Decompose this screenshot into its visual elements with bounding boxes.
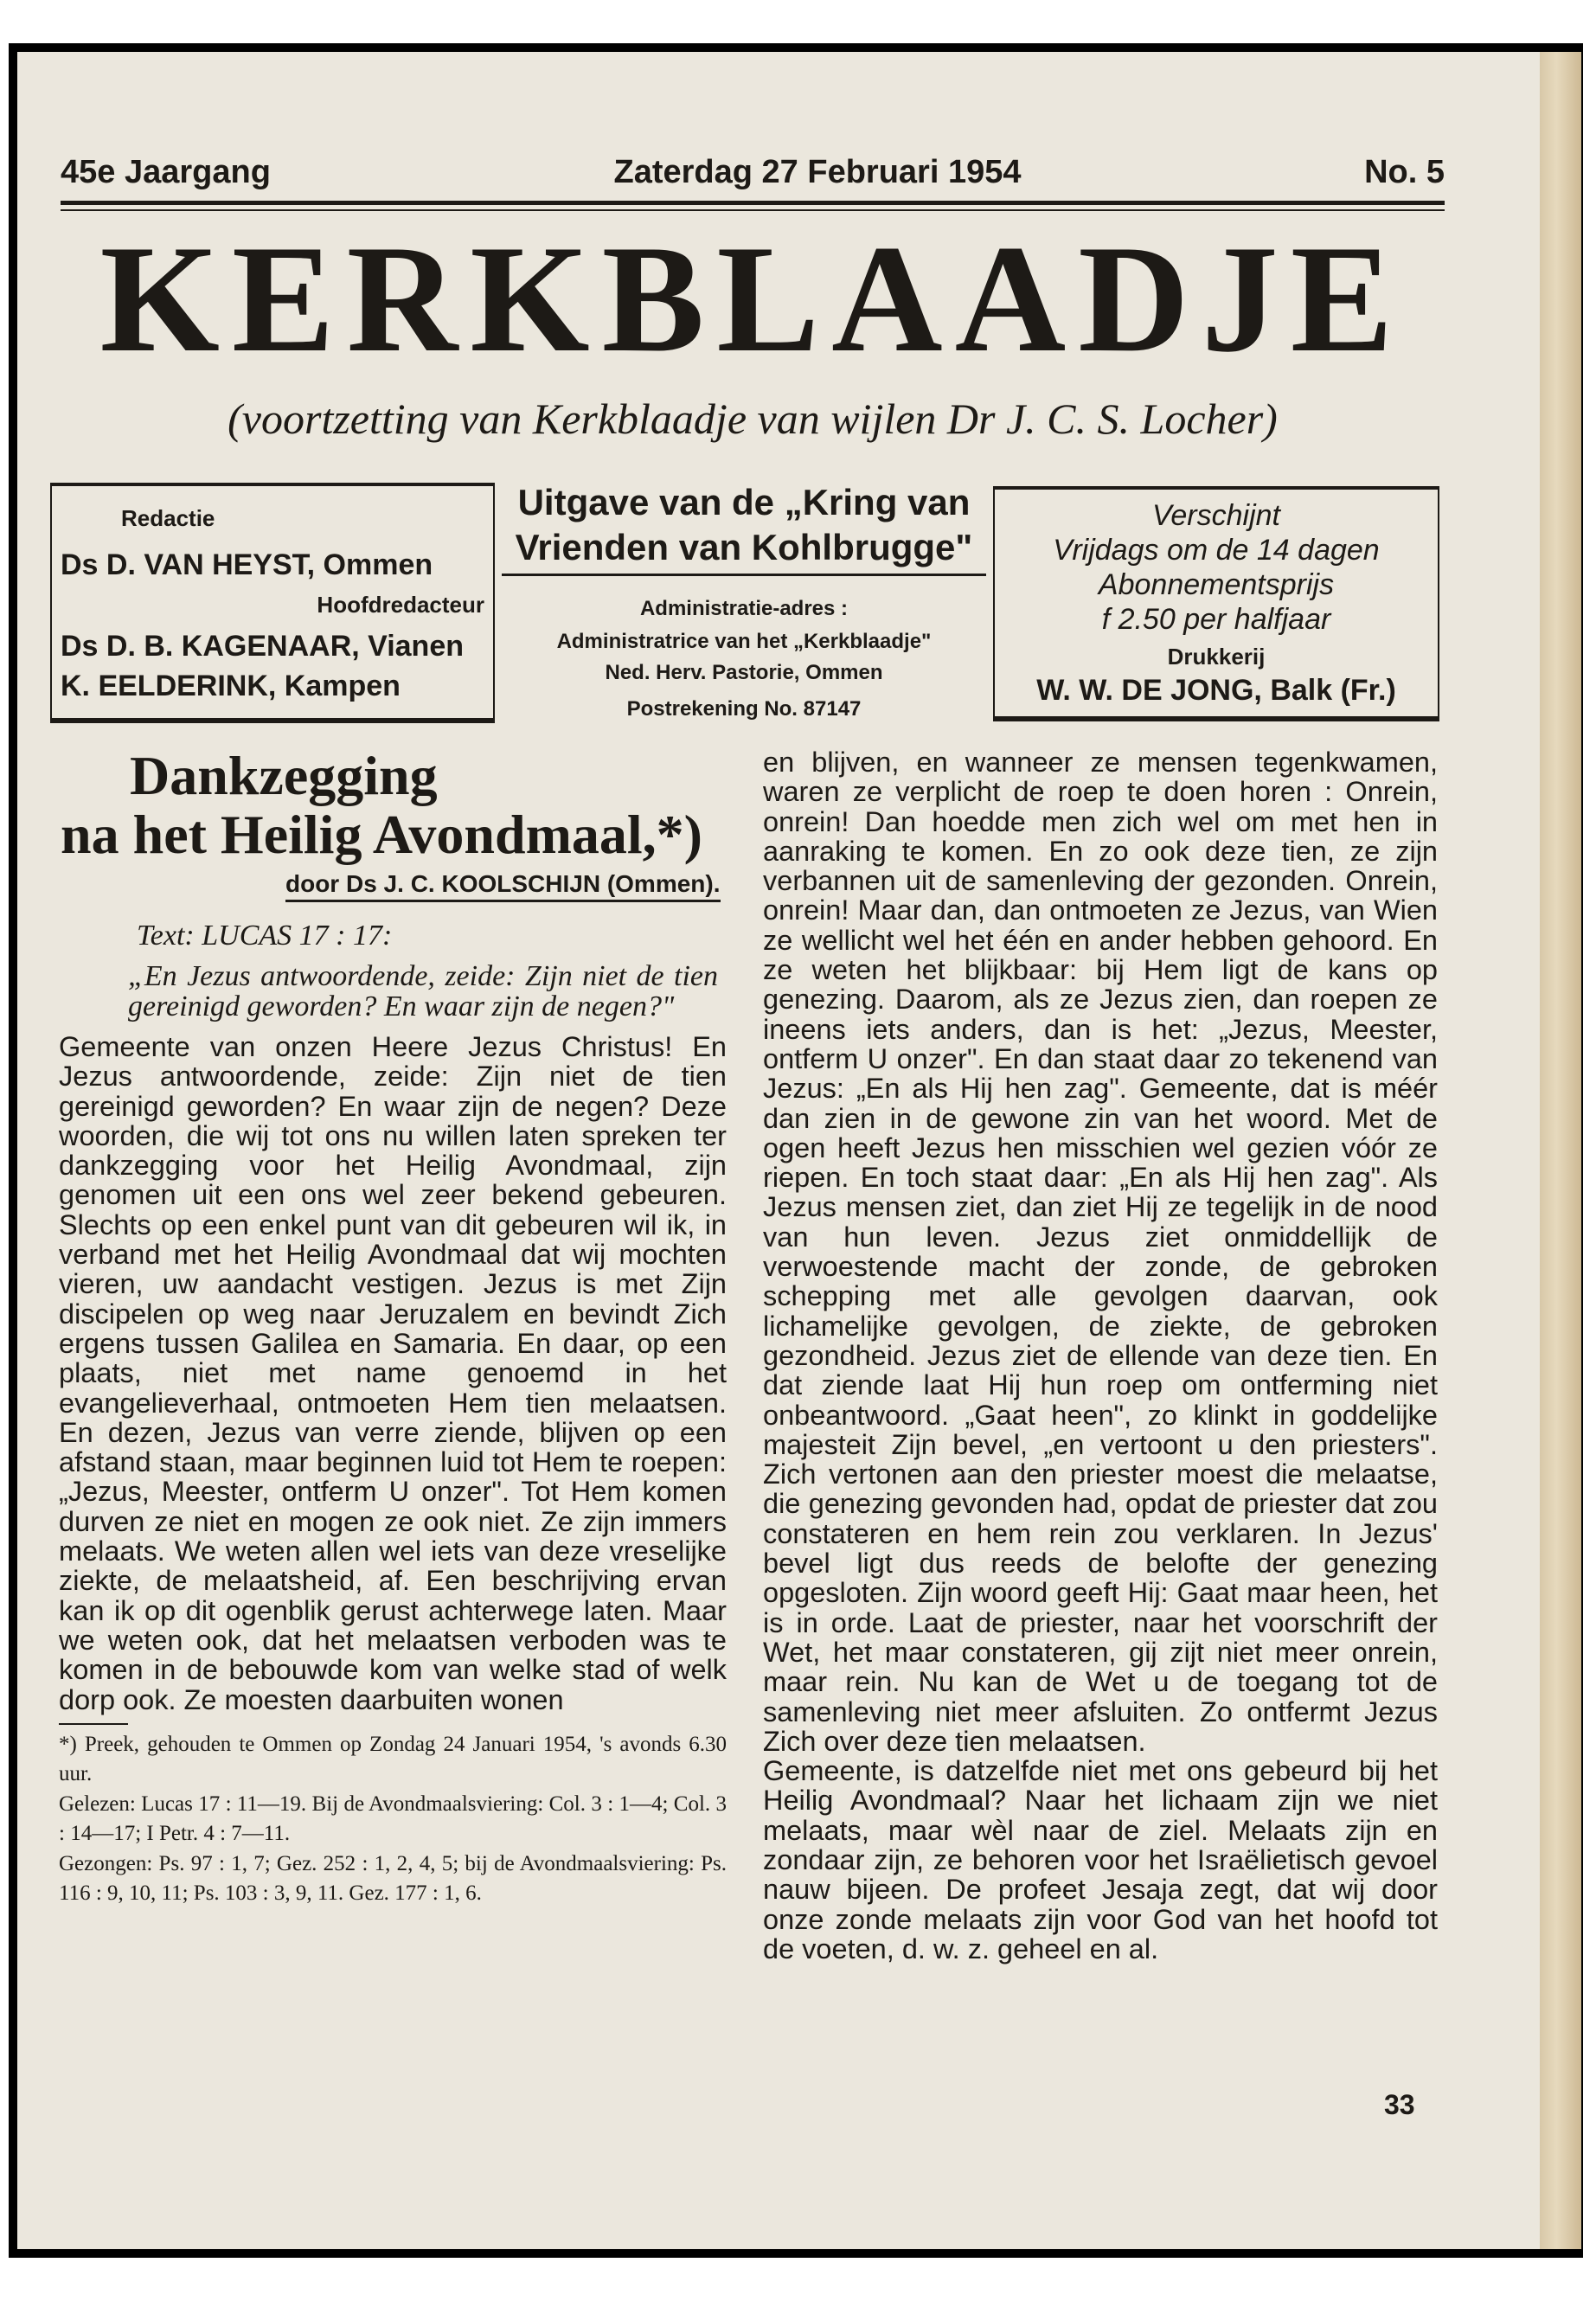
printer-label: Drukkerij	[1167, 644, 1266, 670]
editor-role: Hoofdredacteur	[317, 592, 484, 618]
volume: 45e Jaargang	[61, 154, 271, 190]
header-rule-thin	[61, 209, 1445, 211]
footnote-rule	[59, 1723, 128, 1725]
masthead-title: KERKBLAADJE	[99, 213, 1406, 384]
admin-line1: Administratrice van het „Kerkblaadje"	[556, 630, 932, 653]
info-box	[993, 486, 1439, 721]
right-body-text-2: Gemeente, is datzelfde niet met ons gebeurd bij het Heilig Avondmaal? Naar het lichaam zijn we niet melaats, maar wèl naar de ziel. Melaats zijn en zondaar zijn, ze behoren voor het Israëlietisch gevoel nauw bijeen. De profeet Jesaja zegt, dat wij door onze zonde melaats zijn voor God van het hoofd tot de voeten, d. w. z. geheel en al.	[763, 1755, 1438, 1965]
article-title-line2: na het Heilig Avondmaal,*)	[61, 804, 702, 865]
price: f 2.50 per halfjaar	[1101, 603, 1331, 636]
masthead-subtitle: (voortzetting van Kerkblaadje van wijlen Dr J. C. S. Locher)	[228, 394, 1278, 443]
right-column	[763, 747, 1438, 1964]
editor-chief: Ds D. VAN HEYST, Ommen	[61, 548, 433, 581]
left-column	[59, 920, 727, 1909]
text-reference: Text: LUCAS 17 : 17:	[137, 920, 393, 952]
footnote-songs: Gezongen: Ps. 97 : 1, 7; Gez. 252 : 1, 2, 4, 5; bij de Avondmaalsviering: Ps. 116 : 9, 10, 11; Ps. 103 : 3, 9, 11. Gez. 177 : 1, 6.	[59, 1851, 727, 1906]
left-body-text: Gemeente van onzen Heere Jezus Christus! En Jezus antwoordende, zeide: Zijn niet de tien gereinigd geworden? En waar zijn de negen? Deze woorden, die wij tot ons nu willen laten spreken ter dankzegging voor het Heilig Avondmaal, zijn genomen uit een ons wel zeer bekend gebeuren. Slechts op een enkel punt van dit gebeuren wil ik, in verband met het Heilig Avondmaal dat wij mochten vieren, uw aandacht vestigen. Jezus is met Zijn discipelen op weg naar Jeruzalem en bevindt Zich ergens tussen Galilea en Samaria. En daar, op een plaats, niet met name genoemd in het evangelieverhaal, ontmoeten Hem tien melaatsen. En dezen, Jezus van verre ziende, blijven op een afstand staan, maar beginnen luid tot Hem te roepen: „Jezus, Meester, ontferm U onzer". Tot Hem komen durven ze niet en mogen ze ook niet. Ze zijn immers melaats. We weten allen wel iets van deze vreselijke ziekte, de melaatsheid, af. Een beschrijving ervan kan ik op dit ogenblik gerust achterwege laten. Maar we weten ook, dat het melaatsen verboden was te komen in de bebouwde kom van welke stad of welk dorp ook. Ze moesten daarbuiten wonen	[59, 1031, 727, 1715]
footnote-readings: Gelezen: Lucas 17 : 11—19. Bij de Avondmaalsviering: Col. 3 : 1—4; Col. 3 : 14—17; I Petr. 4 : 7—11.	[59, 1791, 727, 1846]
right-body-text-1: en blijven, en wanneer ze mensen tegenkwamen, waren ze verplicht de roep te doen horen : Onrein, onrein! Dan hoedde men zich wel om met hen in aanraking te komen. En zo ook deze tien, ze zijn verbannen uit de samenleving der gezonden. Onrein, onrein! Maar dan, dan ontmoeten ze Jezus, van Wien ze wellicht wel het één en ander hebben gehoord. En ze weten het blijkbaar: bij Hem ligt de kans op genezing. Daarom, als ze Jezus zien, dan roepen ze ineens iets anders, dan is het: „Jezus, Meester, ontferm U onzer". En dan staat daar zo tekenend van Jezus: „En als Hij hen zag". Gemeente, dat is méér dan zien in de gewone zin van het woord. Met de ogen heeft Jezus hen misschien wel gezien vóór ze riepen. En toch staat daar: „En als Hij hen zag". Als Jezus mensen ziet, dan ziet Hij ze tegelijk in de nood van hun leven. Jezus ziet onmiddellijk de verwoestende macht der zonde, de gebroken schepping met alle gevolgen daarvan, ook lichamelijke gevolgen, de ziekte, de gebroken gezondheid. Jezus ziet de ellende van deze tien. En dat ziende laat Hij hun roep om ontferming niet onbeantwoord. „Gaat heen", zo klinkt in goddelijke majesteit Zijn bevel, „en vertoont u den priesters". Zich vertonen aan den priester moest die melaatse, die genezing gevonden had, opdat de priester dat zou constateren en hem rein zou verklaren. In Jezus' bevel ligt dus reeds de belofte der genezing opgesloten. Zijn woord geeft Hij: Gaat maar heen, het is in orde. Laat de priester, naar het voorschrift der Wet, het maar constateren, gij zijt niet meer onrein, maar rein. Nu kan de Wet u de toegang tot de samenleving niet meer afsluiten. Zo ontfermt Jezus Zich over deze tien melaatsen.	[763, 747, 1438, 1757]
appears-label: Verschijnt	[1151, 499, 1281, 532]
scripture-quote: „En Jezus antwoordende, zeide: Zijn niet de tien gereinigd geworden? En waar zijn de negen?"	[128, 960, 718, 1022]
issue-header	[61, 154, 1445, 191]
article-byline: door Ds J. C. KOOLSCHIJN (Ommen).	[285, 870, 721, 902]
printer-name: W. W. DE JONG, Balk (Fr.)	[1036, 674, 1396, 707]
footnote-sermon: *) Preek, gehouden te Ommen op Zondag 24 Januari 1954, 's avonds 6.30 uur.	[59, 1732, 727, 1786]
admin-label: Administratie-adres :	[639, 597, 849, 620]
schedule: Vrijdags om de 14 dagen	[1053, 534, 1380, 567]
header-rule-thick	[61, 201, 1445, 205]
binding-spine	[1540, 52, 1581, 2249]
issue-date: Zaterdag 27 Februari 1954	[613, 154, 1022, 190]
price-label: Abonnementsprijs	[1098, 568, 1335, 601]
giro-number: Postrekening No. 87147	[626, 697, 862, 721]
editor-2: Ds D. B. KAGENAAR, Vianen	[61, 630, 465, 663]
article-title-line1: Dankzegging	[130, 745, 438, 806]
publisher-block	[502, 480, 986, 730]
admin-line2: Ned. Herv. Pastorie, Ommen	[605, 661, 883, 684]
publisher-rule	[502, 574, 986, 576]
page-number: 33	[1384, 2089, 1415, 2120]
publisher-title: Uitgave van de „Kring van Vrienden van Kohlbrugge"	[515, 482, 973, 567]
issue-number: No. 5	[1364, 154, 1445, 190]
editor-3: K. EELDERINK, Kampen	[61, 670, 401, 702]
editorial-box	[50, 483, 495, 723]
editorial-label: Redactie	[121, 505, 215, 531]
